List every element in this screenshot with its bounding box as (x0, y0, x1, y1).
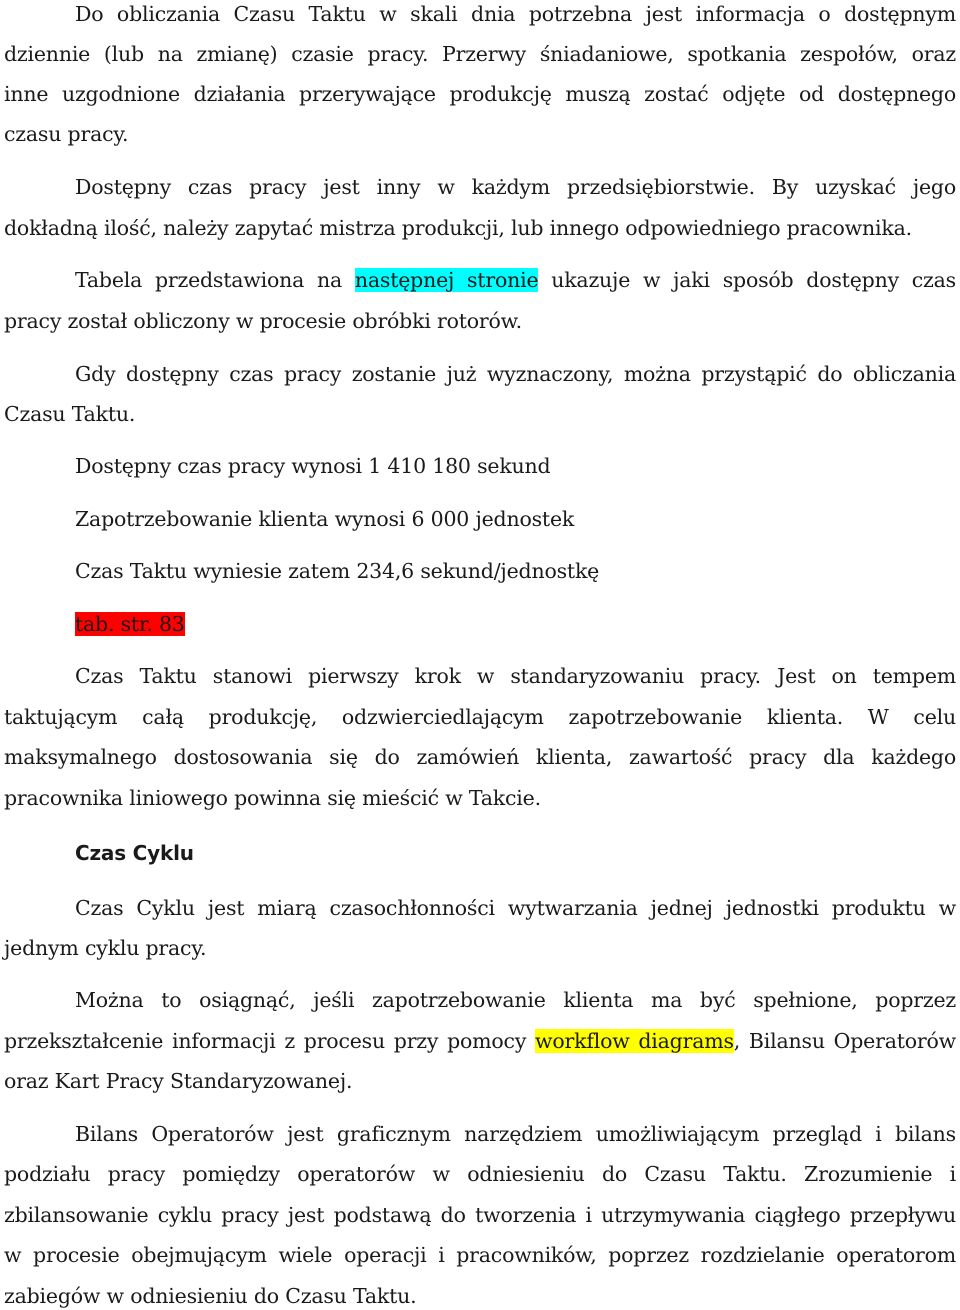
text-span: Tabela przedstawiona na (75, 268, 355, 292)
text-line: czasu pracy. (4, 122, 129, 146)
text-line: Czas Taktu stanowi pierwszy krok w standaryzowaniu pracy. Jest on tempem (75, 664, 956, 688)
highlighted-reference: tab. str. 83 (75, 612, 185, 636)
highlighted-term: workflow diagrams (535, 1029, 734, 1053)
text-line: pracownika liniowego powinna się mieścić w Takcie. (4, 786, 541, 810)
text-line: dokładną ilość, należy zapytać mistrza produkcji, lub innego odpowiedniego pracownika. (4, 216, 912, 240)
text-line: podziału pracy pomiędzy operatorów w odniesieniu do Czasu Taktu. Zrozumienie i (4, 1162, 956, 1186)
text-line (75, 267, 956, 293)
text-line: Bilans Operatorów jest graficznym narzędziem umożliwiającym przegląd i bilans (75, 1122, 956, 1146)
text-line (75, 611, 956, 637)
text-line: taktującym całą produkcję, odzwierciedlającym zapotrzebowanie klienta. W celu (4, 705, 956, 729)
text-line: maksymalnego dostosowania się do zamówień klienta, zawartość pracy dla każdego (4, 745, 956, 769)
text-line: Do obliczania Czasu Taktu w skali dnia potrzebna jest informacja o dostępnym (75, 2, 956, 26)
text-line: oraz Kart Pracy Standaryzowanej. (4, 1069, 353, 1093)
section-heading: Czas Cyklu (75, 841, 194, 865)
text-line: dziennie (lub na zmianę) czasie pracy. Przerwy śniadaniowe, spotkania zespołów, oraz (4, 42, 956, 66)
text-line: Gdy dostępny czas pracy zostanie już wyznaczony, można przystąpić do obliczania (75, 362, 956, 386)
text-line: Czas Cyklu jest miarą czasochłonności wytwarzania jednej jednostki produktu w (75, 896, 956, 920)
text-line: inne uzgodnione działania przerywające produkcję muszą zostać odjęte od dostępnego (4, 82, 956, 106)
text-span: ukazuje w jaki sposób dostępny czas (538, 268, 956, 292)
text-line: zabiegów w odniesieniu do Czasu Taktu. (4, 1284, 417, 1308)
text-line: Dostępny czas pracy wynosi 1 410 180 sekund (75, 454, 551, 478)
text-line (4, 1028, 956, 1054)
highlighted-link-text: następnej stronie (354, 268, 539, 292)
text-line: pracy został obliczony w procesie obróbki rotorów. (4, 309, 522, 333)
text-line: jednym cyklu pracy. (4, 936, 207, 960)
text-line: w procesie obejmującym wiele operacji i pracowników, poprzez rozdzielanie operatorom (4, 1243, 956, 1267)
text-line: Czasu Taktu. (4, 402, 136, 426)
text-line: Dostępny czas pracy jest inny w każdym przedsiębiorstwie. By uzyskać jego (75, 175, 956, 199)
text-line: Można to osiągnąć, jeśli zapotrzebowanie klienta ma być spełnione, poprzez (75, 988, 956, 1012)
text-line: zbilansowanie cyklu pracy jest podstawą do tworzenia i utrzymywania ciągłego przepływu (4, 1203, 956, 1227)
text-span: , Bilansu Operatorów (733, 1029, 956, 1053)
text-line: Zapotrzebowanie klienta wynosi 6 000 jednostek (75, 507, 575, 531)
text-line: Czas Taktu wyniesie zatem 234,6 sekund/jednostkę (75, 559, 600, 583)
text-span: przekształcenie informacji z procesu przy pomocy (4, 1029, 536, 1053)
